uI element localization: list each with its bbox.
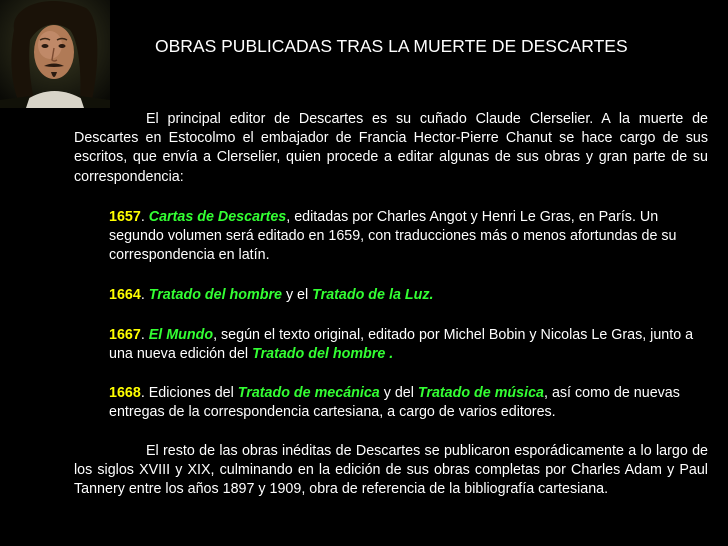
- work-title: Tratado de mecánica: [237, 385, 380, 401]
- work-title: Tratado del hombre: [252, 346, 386, 363]
- year-label: 1664: [109, 287, 141, 303]
- list-item-1664: 1664. Tratado del hombre y el Tratado de la Luz.: [109, 287, 434, 303]
- work-title: El Mundo: [148, 327, 214, 343]
- list-item-1667: 1667. El Mundo, según el texto original, editado por Michel Bobin y Nicolas Le Gras, junto a una nueva edición del Tratado del hombre .: [109, 327, 694, 363]
- page-title: OBRAS PUBLICADAS TRAS LA MUERTE DE DESCARTES: [155, 36, 628, 56]
- work-title: Cartas de Descartes: [148, 209, 287, 225]
- work-title: Tratado de la Luz: [312, 287, 430, 303]
- work-title: Tratado de música: [417, 385, 544, 401]
- closing-paragraph: El resto de las obras inéditas de Descartes se publicaron esporádicamente a lo largo de los siglos XVIII y XIX, culminando en la edición de sus obras completas por Charles Adam y Paul Tannery entre los años 1897 y 1909, obra de referencia de la bibliografía cartesiana.: [74, 443, 708, 498]
- work-title: Tratado del hombre: [148, 287, 282, 303]
- year-label: 1668: [109, 385, 141, 401]
- intro-paragraph: El principal editor de Descartes es su cuñado Claude Clerselier. A la muerte de Descartes en Estocolmo el embajador de Francia Hector-Pierre Chanut se hace cargo de sus escritos, que envía a Clerselier, quien procede a editar algunas de sus obras y gran parte de su correspondencia:: [74, 111, 708, 185]
- year-label: 1657: [109, 209, 141, 225]
- descartes-portrait: [0, 0, 110, 108]
- list-item-1668: 1668. Ediciones del Tratado de mecánica y del Tratado de música, así como de nuevas entregas de la correspondencia cartesiana, a cargo de varios editores.: [109, 385, 680, 421]
- descartes-portrait-drawing: [0, 0, 110, 108]
- year-label: 1667: [109, 327, 141, 343]
- list-item-1657: 1657. Cartas de Descartes, editadas por Charles Angot y Henri Le Gras, en París. Un segundo volumen será editado en 1659, con traducciones más o menos afortundas de su correspondencia en latín.: [109, 209, 677, 264]
